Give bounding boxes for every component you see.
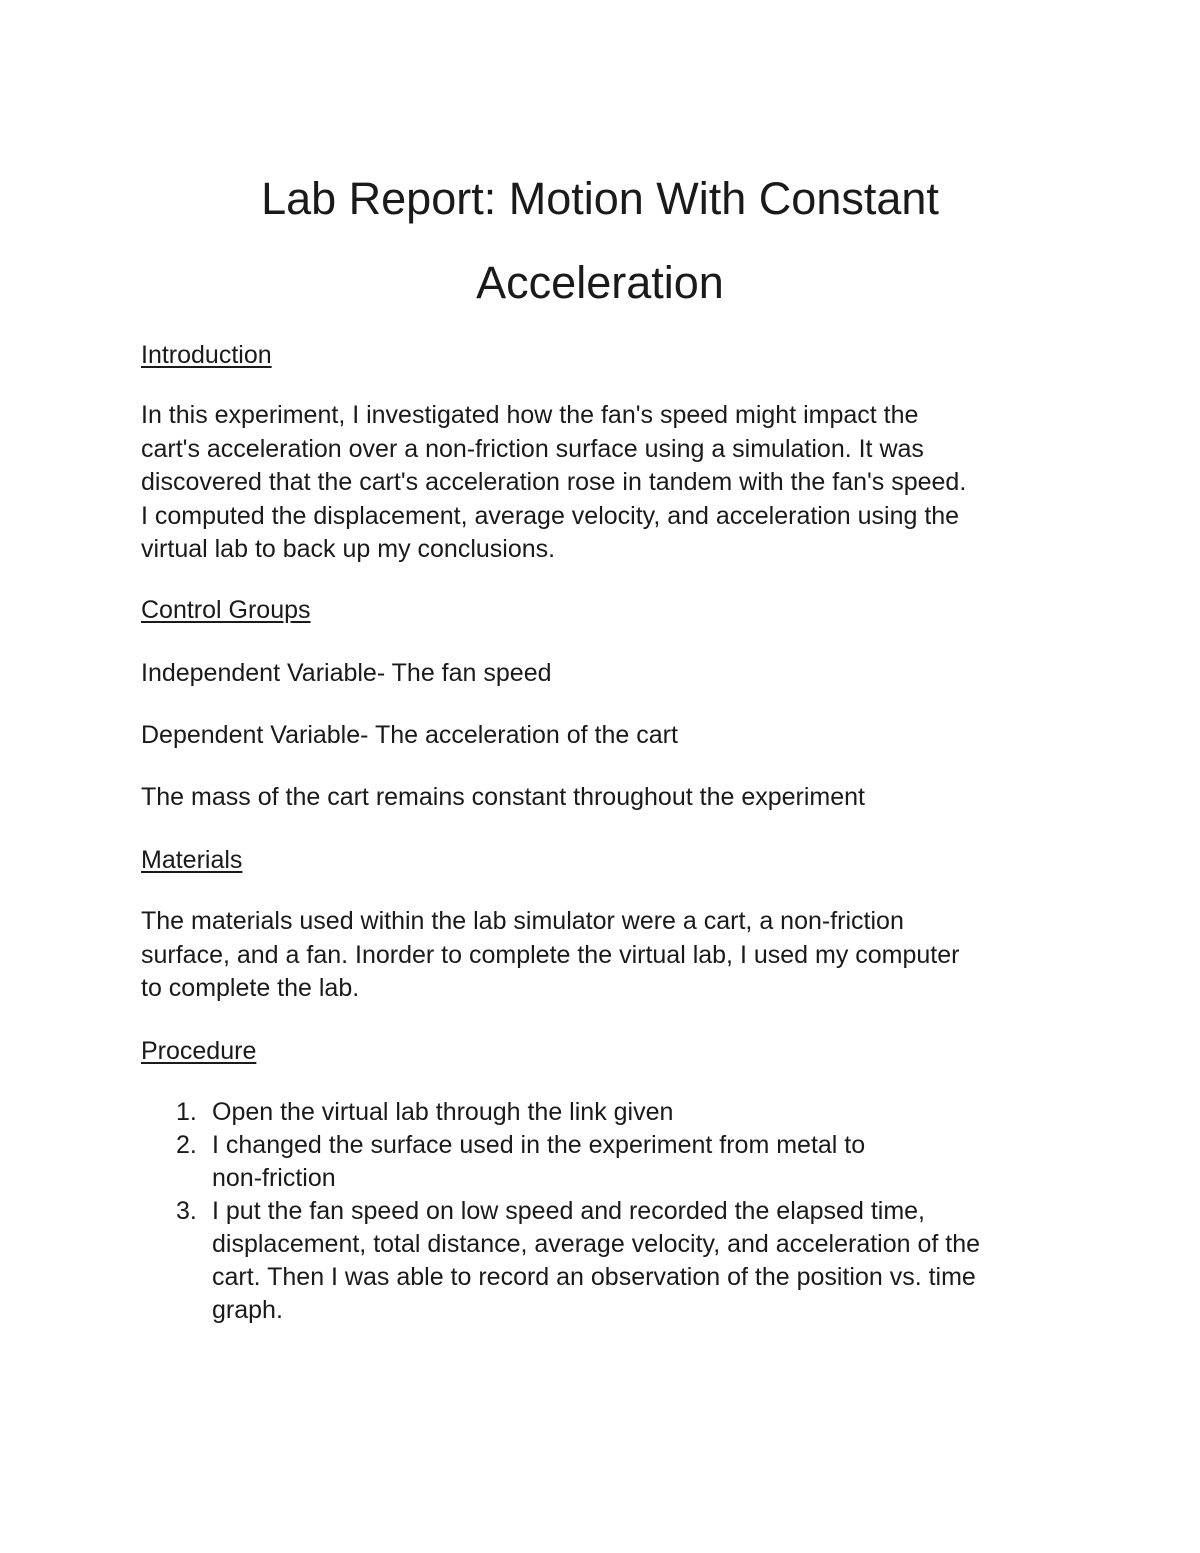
procedure-steps-list [141, 1096, 980, 1327]
materials-line: surface, and a fan. Inorder to complete the virtual lab, I used my computer [141, 940, 960, 969]
materials-line: The materials used within the lab simulator were a cart, a non-friction [141, 907, 904, 935]
introduction-heading: Introduction [141, 341, 272, 369]
introduction-paragraph [141, 399, 966, 567]
introduction-line: I computed the displacement, average velocity, and acceleration using the [141, 501, 960, 530]
procedure-step [141, 1195, 980, 1327]
materials-heading: Materials [141, 846, 243, 874]
introduction-line: virtual lab to back up my conclusions. [141, 535, 556, 563]
constant-variable-text: The mass of the cart remains constant throughout the experiment [141, 783, 865, 811]
control-groups-heading: Control Groups [141, 596, 311, 624]
step-text-line: I changed the surface used in the experiment from metal to [212, 1131, 866, 1159]
step-text-line: cart. Then I was able to record an observation of the position vs. time [212, 1263, 976, 1291]
materials-line: to complete the lab. [141, 974, 360, 1002]
introduction-line: In this experiment, I investigated how the fan's speed might impact the [141, 401, 919, 429]
step-text-line: displacement, total distance, average velocity, and acceleration of the [212, 1230, 981, 1258]
independent-variable-text: Independent Variable- The fan speed [141, 659, 552, 687]
step-text-line: graph. [212, 1296, 283, 1324]
report-title-line-1: Lab Report: Motion With Constant [261, 173, 939, 224]
procedure-step [141, 1096, 980, 1129]
dependent-variable-text: Dependent Variable- The acceleration of the cart [141, 721, 678, 749]
materials-paragraph [141, 905, 959, 1006]
procedure-heading: Procedure [141, 1037, 257, 1065]
introduction-line: cart's acceleration over a non-friction surface using a simulation. It was [141, 434, 924, 463]
report-title-line-2: Acceleration [476, 257, 724, 308]
step-text-line: I put the fan speed on low speed and recorded the elapsed time, [212, 1197, 925, 1225]
step-text-line: non-friction [212, 1164, 336, 1192]
step-number: 2. [176, 1131, 197, 1159]
introduction-line: discovered that the cart's acceleration rose in tandem with the fan's speed. [141, 468, 967, 496]
step-number: 1. [176, 1098, 197, 1126]
step-number: 3. [176, 1197, 197, 1225]
step-text-line: Open the virtual lab through the link given [212, 1098, 674, 1126]
procedure-step [141, 1129, 980, 1195]
